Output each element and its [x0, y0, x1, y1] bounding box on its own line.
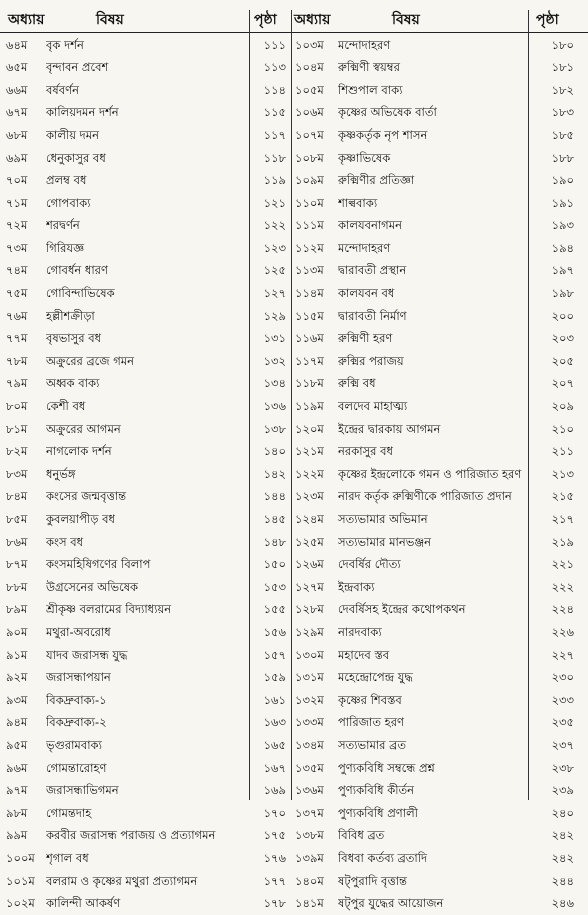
right-entry-title: ষট্পুরাদি বৃত্তান্ত [338, 873, 407, 888]
left-entry-title: যাদব জরাসন্ধ যুদ্ধ [46, 647, 128, 662]
right-entry-title: সত্যভামার মানভঞ্জন [338, 534, 432, 549]
left-chapter-number: ৭৫ম [6, 286, 28, 301]
right-chapter-number: ১০৪ম [295, 60, 324, 75]
left-entry-title: শৃগাল বধ [46, 850, 89, 865]
left-entry-title: কংসের জন্মবৃত্তান্ত [46, 489, 127, 504]
left-entry-title: অক্রুরের ব্রজে গমন [46, 353, 135, 368]
right-chapter-number: ১১৯ম [295, 399, 324, 414]
right-page-number: ২৪২ [551, 850, 574, 865]
left-page-number: ১২৫ [263, 263, 286, 278]
toc-row [0, 599, 588, 622]
toc-row [0, 689, 588, 712]
right-entry-title: রুক্মিণীর প্রতিজ্ঞা [338, 173, 415, 188]
left-entry-title: কালিন্দী আকর্ষণ [46, 896, 121, 911]
right-page-number: ২৪০ [551, 805, 574, 820]
right-page-number: ১৯৪ [551, 240, 574, 255]
right-chapter-number: ১২৩ম [295, 489, 324, 504]
left-entry-title: বর্ষবর্ণন [46, 82, 79, 97]
left-entry-title: উগ্রসেনের অভিষেক [46, 579, 139, 594]
right-entry-title: দ্বারাবতী প্রস্থান [338, 263, 407, 278]
header-chapter-right: অধ্যায় [294, 12, 331, 28]
right-chapter-number: ১২৫ম [295, 534, 324, 549]
left-entry-title: বলরাম ও কৃষ্ণের মথুরা প্রত্যাগমন [46, 873, 198, 888]
toc-row [0, 418, 588, 441]
right-entry-title: দ্বারাবতী নির্মাণ [338, 308, 407, 323]
left-page-number: ১৩৪ [263, 376, 286, 391]
left-chapter-number: ৮০ম [6, 399, 28, 414]
toc-row [0, 893, 588, 915]
left-page-number: ১১৪ [263, 82, 286, 97]
right-page-number: ১৯৮ [551, 286, 574, 301]
toc-row [0, 283, 588, 306]
toc-row [0, 576, 588, 599]
right-page-number: ২২২ [551, 579, 574, 594]
left-chapter-number: ৭৯ম [6, 376, 28, 391]
left-entry-title: কংসমহিষিগণের বিলাপ [46, 557, 151, 572]
right-page-number: ১৯৭ [551, 263, 574, 278]
toc-table [0, 34, 588, 915]
left-chapter-number: ৮৯ম [6, 602, 28, 617]
left-chapter-number: ৬৪ম [6, 37, 28, 52]
right-page-number: ১৮৮ [551, 150, 574, 165]
left-chapter-number: ৮৭ম [6, 557, 28, 572]
right-entry-title: বিবিধ ব্রত [338, 828, 385, 843]
right-chapter-number: ১০৭ম [295, 127, 324, 142]
left-page-number: ১৫৬ [263, 624, 286, 639]
left-page-number: ১৭৭ [263, 873, 286, 888]
toc-row [0, 531, 588, 554]
left-entry-title: নাগলোক দর্শন [46, 444, 112, 459]
left-page-number: ১৪৪ [263, 489, 286, 504]
left-page-number: ১২৯ [263, 308, 286, 323]
left-entry-title: ধেনুকাসুর বধ [46, 150, 106, 165]
left-entry-title: কেশী বধ [46, 399, 86, 414]
left-page-number: ১৬৯ [263, 783, 286, 798]
right-entry-title: মহাদেব স্তব [338, 647, 390, 662]
left-page-number: ১৪৫ [263, 512, 286, 527]
left-page-number: ১৭০ [263, 805, 286, 820]
left-chapter-number: ৮২ম [6, 444, 28, 459]
left-chapter-number: ৬৫ম [6, 60, 28, 75]
toc-row [0, 57, 588, 80]
toc-row [0, 847, 588, 870]
toc-row [0, 712, 588, 735]
left-entry-title: করবীর জরাসন্ধ পরাজয় ও প্রত্যাগমন [46, 828, 216, 843]
left-entry-title: প্রলম্ব বধ [46, 173, 87, 188]
right-chapter-number: ১২৪ম [295, 512, 324, 527]
right-chapter-number: ১৩৫ম [295, 760, 324, 775]
left-page-number: ১২১ [263, 195, 286, 210]
left-chapter-number: ৯৭ম [6, 783, 28, 798]
right-chapter-number: ১০৩ম [295, 37, 324, 52]
left-page-number: ১৬৭ [263, 760, 286, 775]
left-entry-title: বিকদ্রুবাক্য-১ [46, 692, 107, 707]
left-page-number: ১১৯ [263, 173, 286, 188]
left-entry-title: কংস বধ [46, 534, 84, 549]
right-chapter-number: ১৩০ম [295, 647, 324, 662]
left-page-number: ১৩২ [263, 353, 286, 368]
left-page-number: ১৩৬ [263, 399, 286, 414]
right-chapter-number: ১০৮ম [295, 150, 324, 165]
right-entry-title: পুণ্যকবিধি সম্বন্ধে প্রশ্ন [338, 760, 435, 775]
right-chapter-number: ১২২ম [295, 466, 324, 481]
left-page-number: ১১৩ [263, 60, 286, 75]
right-chapter-number: ১২৯ম [295, 624, 324, 639]
left-entry-title: কুবলয়াপীড় বধ [46, 512, 115, 527]
right-entry-title: মন্দোদাহরণ [338, 37, 391, 52]
left-entry-title: কালিয়দমন দর্শন [46, 105, 119, 120]
left-entry-title: গোমন্তদাহ [46, 805, 92, 820]
right-page-number: ২২৪ [551, 602, 574, 617]
left-page-number: ১৬৫ [263, 737, 286, 752]
right-page-number: ২৩৫ [551, 715, 574, 730]
left-chapter-number: ৯০ম [6, 624, 28, 639]
right-entry-title: নারদবাক্য [338, 624, 382, 639]
right-page-number: ২৩৩ [551, 692, 574, 707]
right-chapter-number: ১১২ম [295, 240, 324, 255]
right-page-number: ২২১ [551, 557, 574, 572]
left-page-number: ১৫৭ [263, 647, 286, 662]
right-entry-title: দেবর্ষিসহ ইন্দ্রের কথোপকথন [338, 602, 466, 617]
left-entry-title: হল্লীশক্রীড়া [46, 308, 95, 323]
right-entry-title: রুক্মির পরাজয় [338, 353, 404, 368]
left-page-number: ১২৩ [263, 240, 286, 255]
left-chapter-number: ৯৩ম [6, 692, 28, 707]
right-page-number: ২০৭ [551, 376, 574, 391]
left-chapter-number: ৯৫ম [6, 737, 28, 752]
right-page-number: ১৯০ [551, 173, 574, 188]
right-chapter-number: ১১৭ম [295, 353, 324, 368]
header-subject-right: বিষয় [392, 12, 420, 28]
toc-row [0, 508, 588, 531]
right-page-number: ২৩০ [551, 670, 574, 685]
toc-row [0, 124, 588, 147]
toc-row [0, 870, 588, 893]
right-chapter-number: ১০৬ম [295, 105, 324, 120]
right-entry-title: রুক্মিণী হরণ [338, 331, 393, 346]
left-chapter-number: ৭২ম [6, 218, 28, 233]
header-page-right: পৃষ্ঠা [536, 12, 559, 28]
right-chapter-number: ১২৭ম [295, 579, 324, 594]
toc-row [0, 237, 588, 260]
right-chapter-number: ১১৪ম [295, 286, 324, 301]
left-chapter-number: ৭১ম [6, 195, 28, 210]
left-chapter-number: ৯৯ম [6, 828, 28, 843]
left-chapter-number: ৮৬ম [6, 534, 28, 549]
toc-row [0, 373, 588, 396]
right-entry-title: কৃষ্ণাভিষেক [338, 150, 391, 165]
toc-row [0, 215, 588, 238]
right-entry-title: শাল্ববাক্য [338, 195, 378, 210]
right-entry-title: রুক্মি বধ [338, 376, 376, 391]
right-entry-title: কালযবন বধ [338, 286, 395, 301]
left-page-number: ১২২ [263, 218, 286, 233]
right-page-number: ২০৫ [551, 353, 574, 368]
toc-row [0, 554, 588, 577]
left-entry-title: শরদ্বর্ণন [46, 218, 80, 233]
right-page-number: ২১৯ [551, 534, 574, 549]
right-entry-title: কৃষ্ণের অভিষেক বার্তা [338, 105, 437, 120]
toc-row [0, 170, 588, 193]
toc-row [0, 305, 588, 328]
right-entry-title: ইন্দ্রবাক্য [338, 579, 375, 594]
header-rule [0, 32, 588, 33]
left-entry-title: বৃষভাসুর বধ [46, 331, 102, 346]
left-entry-title: ভৃগুরামবাক্য [46, 737, 102, 752]
right-chapter-number: ১৩৮ম [295, 828, 324, 843]
toc-row [0, 328, 588, 351]
left-page-number: ১৩৮ [263, 421, 286, 436]
right-page-number: ২১৩ [551, 466, 574, 481]
toc-row [0, 79, 588, 102]
right-chapter-number: ১২১ম [295, 444, 324, 459]
right-entry-title: পুণ্যকবিধি কীর্তন [338, 783, 415, 798]
right-page-number: ১৮৩ [551, 105, 574, 120]
right-page-number: ১৯৩ [551, 218, 574, 233]
left-page-number: ১৫৩ [263, 579, 286, 594]
right-chapter-number: ১২৮ম [295, 602, 324, 617]
left-page-number: ১৫৯ [263, 670, 286, 685]
right-page-number: ২৪৪ [551, 873, 574, 888]
left-entry-title: জরাসন্ধাপয়ান [46, 670, 111, 685]
left-page-number: ১৬১ [263, 692, 286, 707]
toc-row [0, 441, 588, 464]
right-chapter-number: ১৩১ম [295, 670, 324, 685]
toc-row [0, 621, 588, 644]
right-entry-title: সত্যভামার অভিমান [338, 512, 428, 527]
right-page-number: ২১৭ [551, 512, 574, 527]
left-entry-title: গোবর্ধন ধারণ [46, 263, 108, 278]
left-chapter-number: ১০২ম [6, 896, 35, 911]
right-entry-title: বলদেব মাহাত্ম্য [338, 399, 408, 414]
toc-row [0, 192, 588, 215]
left-entry-title: শ্রীকৃষ্ণ বলরামের বিদ্যাধ্যয়ন [46, 602, 172, 617]
right-entry-title: কৃষ্ণের ইন্দ্রলোকে গমন ও পারিজাত হরণ [338, 466, 522, 481]
right-chapter-number: ১৩৩ম [295, 715, 324, 730]
right-chapter-number: ১৪১ম [295, 896, 324, 911]
left-entry-title: গোমন্তারোহণ [46, 760, 107, 775]
right-page-number: ২৩৭ [551, 737, 574, 752]
header-chapter-left: অধ্যায় [8, 12, 45, 28]
left-chapter-number: ৬৯ম [6, 150, 28, 165]
right-chapter-number: ১৩৪ম [295, 737, 324, 752]
right-page-number: ২১৫ [551, 489, 574, 504]
toc-row [0, 260, 588, 283]
left-page-number: ১৭৮ [263, 896, 286, 911]
right-entry-title: দেবর্ষির দৌত্য [338, 557, 401, 572]
left-entry-title: গিরিযজ্ঞ [46, 240, 85, 255]
left-entry-title: গোবিন্দাভিষেক [46, 286, 115, 301]
right-chapter-number: ১১১ম [295, 218, 324, 233]
left-chapter-number: ৯১ম [6, 647, 28, 662]
header-subject-left: বিষয় [96, 12, 124, 28]
right-chapter-number: ১০৫ম [295, 82, 324, 97]
toc-row [0, 825, 588, 848]
right-entry-title: ইন্দ্রের দ্বারকায় আগমন [338, 421, 441, 436]
right-entry-title: কালযবনাগমন [338, 218, 402, 233]
toc-row [0, 102, 588, 125]
left-chapter-number: ৬৭ম [6, 105, 28, 120]
left-page-number: ১৪২ [263, 466, 286, 481]
right-chapter-number: ১১০ম [295, 195, 324, 210]
left-entry-title: অক্রুরের আগমন [46, 421, 121, 436]
left-page-number: ১৪৮ [263, 534, 286, 549]
right-chapter-number: ১১৮ম [295, 376, 324, 391]
right-entry-title: রুক্মিণী স্বয়ম্বর [338, 60, 400, 75]
left-chapter-number: ৮৮ম [6, 579, 28, 594]
toc-row [0, 802, 588, 825]
left-page-number: ১১৮ [263, 150, 286, 165]
right-page-number: ১৮২ [551, 82, 574, 97]
right-chapter-number: ১৩৭ম [295, 805, 324, 820]
left-chapter-number: ৭৭ম [6, 331, 28, 346]
right-entry-title: কৃষ্ণকর্তৃক নৃপ শাসন [338, 127, 428, 142]
right-chapter-number: ১০৯ম [295, 173, 324, 188]
right-page-number: ২১১ [551, 444, 574, 459]
left-chapter-number: ৭৮ম [6, 353, 28, 368]
toc-row [0, 147, 588, 170]
right-chapter-number: ১৩২ম [295, 692, 324, 707]
right-page-number: ২০০ [551, 308, 574, 323]
left-entry-title: জরাসন্ধাভিগমন [46, 783, 119, 798]
left-page-number: ১৪০ [263, 444, 286, 459]
left-page-number: ১৫০ [263, 557, 286, 572]
right-entry-title: বিধবা কর্তব্য ব্রতাদি [338, 850, 428, 865]
right-page-number: ২২৬ [551, 624, 574, 639]
left-page-number: ১৩১ [263, 331, 286, 346]
left-chapter-number: ৭৬ম [6, 308, 28, 323]
left-page-number: ১৭৫ [263, 828, 286, 843]
right-chapter-number: ১২০ম [295, 421, 324, 436]
left-page-number: ১১৭ [263, 127, 286, 142]
right-page-number: ১৮৫ [551, 127, 574, 142]
right-chapter-number: ১১৬ম [295, 331, 324, 346]
left-entry-title: বিকদ্রুবাক্য-২ [46, 715, 107, 730]
right-page-number: ২৪৬ [551, 896, 574, 911]
right-chapter-number: ১৩৯ম [295, 850, 324, 865]
left-entry-title: অধ্বক বাক্য [46, 376, 100, 391]
toc-row [0, 463, 588, 486]
left-chapter-number: ৬৮ম [6, 127, 28, 142]
left-chapter-number: ৮৩ম [6, 466, 28, 481]
right-page-number: ২০৯ [551, 399, 574, 414]
right-entry-title: মহেন্দ্রোপেন্দ্র যুদ্ধ [338, 670, 413, 685]
right-entry-title: সত্যভামার ব্রত [338, 737, 406, 752]
right-page-number: ২০৩ [551, 331, 574, 346]
right-entry-title: নারদ কর্তৃক রুক্মিণীকে পারিজাত প্রদান [338, 489, 512, 504]
left-entry-title: বৃন্দাবন প্রবেশ [46, 60, 109, 75]
left-page-number: ১২৭ [263, 286, 286, 301]
left-chapter-number: ৯৪ম [6, 715, 28, 730]
right-page-number: ১৮১ [551, 60, 574, 75]
toc-row [0, 34, 588, 57]
toc-row [0, 667, 588, 690]
right-entry-title: পারিজাত হরণ [338, 715, 404, 730]
left-chapter-number: ৮৪ম [6, 489, 28, 504]
right-page-number: ১৮০ [551, 37, 574, 52]
left-chapter-number: ৯৬ম [6, 760, 28, 775]
left-chapter-number: ৬৬ম [6, 82, 28, 97]
toc-body [0, 34, 588, 915]
right-chapter-number: ১৩৬ম [295, 783, 324, 798]
right-chapter-number: ১১৫ম [295, 308, 324, 323]
right-chapter-number: ১১৩ম [295, 263, 324, 278]
right-page-number: ২৩৯ [551, 783, 574, 798]
left-page-number: ১৭৬ [263, 850, 286, 865]
right-page-number: ২৪২ [551, 828, 574, 843]
toc-row [0, 644, 588, 667]
left-chapter-number: ৭৩ম [6, 240, 28, 255]
right-entry-title: কৃষ্ণের শিবস্তব [338, 692, 402, 707]
header-page-left: পৃষ্ঠা [254, 12, 277, 28]
left-page-number: ১৬৩ [263, 715, 286, 730]
left-entry-title: বৃক দর্শন [46, 37, 84, 52]
left-entry-title: মথুরা-অবরোধ [46, 624, 111, 639]
right-chapter-number: ১২৬ম [295, 557, 324, 572]
left-chapter-number: ৮৫ম [6, 512, 28, 527]
right-entry-title: পুণ্যকবিধি প্রণালী [338, 805, 418, 820]
right-chapter-number: ১৪০ম [295, 873, 324, 888]
right-entry-title: মন্দোদাহরণ [338, 240, 391, 255]
left-chapter-number: ৭০ম [6, 173, 28, 188]
right-page-number: ২১০ [551, 421, 574, 436]
right-page-number: ১৯১ [551, 195, 574, 210]
right-page-number: ২২৭ [551, 647, 574, 662]
toc-row [0, 396, 588, 419]
left-chapter-number: ১০১ম [6, 873, 35, 888]
toc-row [0, 486, 588, 509]
left-entry-title: কালীয় দমন [46, 127, 99, 142]
left-chapter-number: ৯৮ম [6, 805, 28, 820]
left-chapter-number: ১০০ম [6, 850, 35, 865]
left-chapter-number: ৯২ম [6, 670, 28, 685]
left-page-number: ১১৫ [263, 105, 286, 120]
right-entry-title: শিশুপাল বাক্য [338, 82, 403, 97]
left-page-number: ১৫৫ [263, 602, 286, 617]
left-chapter-number: ৭৪ম [6, 263, 28, 278]
toc-row [0, 350, 588, 373]
toc-row [0, 780, 588, 803]
left-entry-title: গোপবাক্য [46, 195, 91, 210]
right-entry-title: ষট্পুর যুদ্ধের আয়োজন [338, 896, 444, 911]
left-entry-title: ধনুর্ভঙ্গ [46, 466, 76, 481]
right-entry-title: নরকাসুর বধ [338, 444, 393, 459]
toc-row [0, 734, 588, 757]
toc-row [0, 757, 588, 780]
left-page-number: ১১১ [263, 37, 286, 52]
left-chapter-number: ৮১ম [6, 421, 28, 436]
right-page-number: ২৩৮ [551, 760, 574, 775]
